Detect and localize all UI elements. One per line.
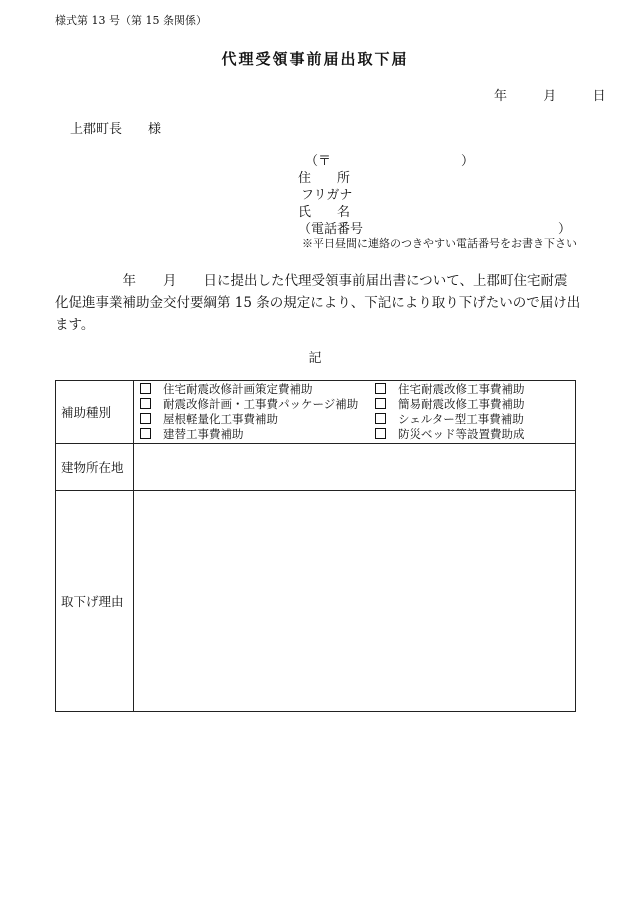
form-number: 様式第 13 号（第 15 条関係） xyxy=(55,14,207,27)
date-line xyxy=(494,85,606,104)
date-year: 年 xyxy=(494,89,508,104)
subsidy-label: 補助種別 xyxy=(56,381,134,444)
body-line-2: 化促進事業補助金交付要綱第 15 条の規定により、下記により取り下げたいので届け出 xyxy=(55,295,581,311)
phone-label: （電話番号 ） xyxy=(298,222,572,237)
body-line-1: 年 月 日に提出した代理受領事前届出書について、上郡町住宅耐震 xyxy=(55,273,568,289)
body-line-3: ます。 xyxy=(55,317,95,333)
checkbox-icon[interactable] xyxy=(140,383,151,394)
subsidy-option[interactable]: 防災ベッド等設置費助成 xyxy=(375,427,575,442)
checkbox-icon[interactable] xyxy=(140,428,151,439)
checkbox-icon[interactable] xyxy=(375,428,386,439)
subsidy-option[interactable]: 建替工事費補助 xyxy=(140,427,375,442)
document-title: 代理受領事前届出取下届 xyxy=(221,50,409,68)
subsidy-option[interactable]: 住宅耐震改修計画策定費補助 xyxy=(140,382,375,397)
subsidy-row xyxy=(56,381,576,444)
furigana-label: フリガナ xyxy=(301,188,353,203)
subsidy-options xyxy=(134,381,575,443)
date-month: 月 xyxy=(543,89,557,104)
reason-label: 取下げ理由 xyxy=(56,491,134,712)
subsidy-option[interactable]: 屋根軽量化工事費補助 xyxy=(140,412,375,427)
reason-row xyxy=(56,491,576,712)
checkbox-icon[interactable] xyxy=(375,383,386,394)
checkbox-icon[interactable] xyxy=(375,413,386,424)
location-field[interactable] xyxy=(134,444,576,491)
body-paragraph xyxy=(55,270,580,336)
reason-field[interactable] xyxy=(134,491,576,712)
checkbox-icon[interactable] xyxy=(140,398,151,409)
checkbox-icon[interactable] xyxy=(140,413,151,424)
subsidy-option[interactable]: 耐震改修計画・工事費パッケージ補助 xyxy=(140,397,375,412)
location-label: 建物所在地 xyxy=(56,444,134,491)
subsidy-option[interactable]: シェルター型工事費補助 xyxy=(375,412,575,427)
name-label: 氏 名 xyxy=(298,205,351,220)
subsidy-option[interactable]: 簡易耐震改修工事費補助 xyxy=(375,397,575,412)
subsidy-options-cell xyxy=(134,381,576,444)
subsidy-option[interactable]: 住宅耐震改修工事費補助 xyxy=(375,382,575,397)
address-label: 住 所 xyxy=(298,171,351,186)
phone-note: ※平日昼間に連絡のつきやすい電話番号をお書き下さい xyxy=(302,237,577,250)
date-day: 日 xyxy=(592,89,606,104)
postal-code-line: （〒 ） xyxy=(305,154,475,169)
ki-heading: 記 xyxy=(308,351,322,366)
addressee: 上郡町長 様 xyxy=(70,122,162,137)
location-row xyxy=(56,444,576,491)
checkbox-icon[interactable] xyxy=(375,398,386,409)
form-table xyxy=(55,380,576,712)
